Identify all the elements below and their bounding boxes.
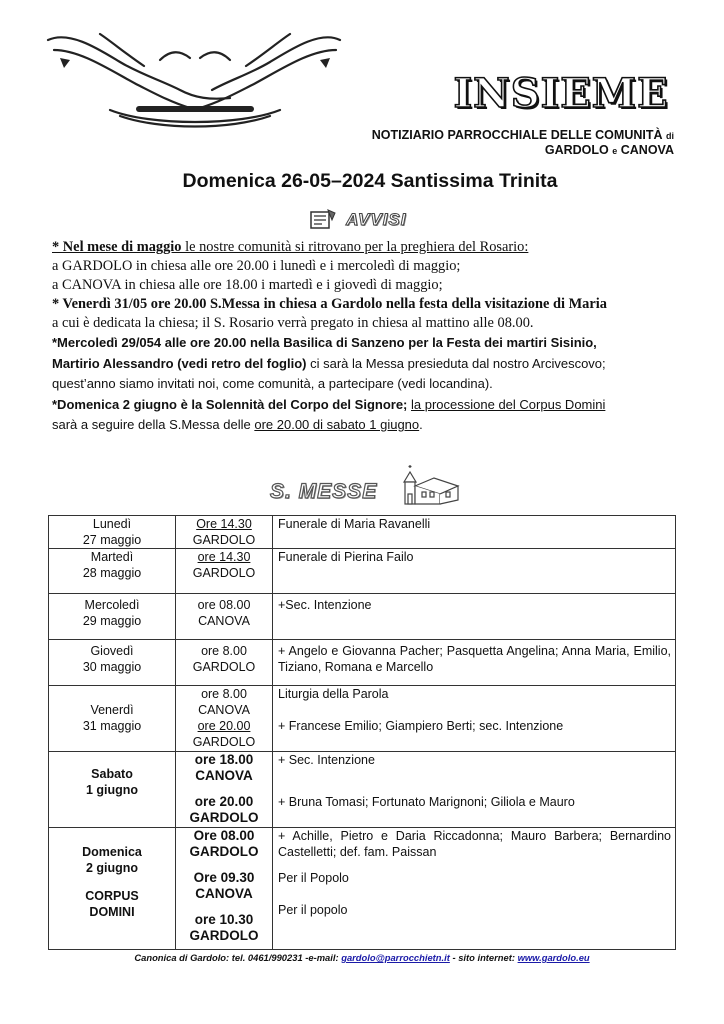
mass-place: GARDOLO: [192, 566, 256, 580]
footer-prefix: Canonica di Gardolo: tel. 0461/990231 -e-mail:: [134, 952, 342, 963]
mass-intention: + Achille, Pietro e Daria Riccadonna; Mauro Barbera; Bernardino Castelletti; def. fam. Paissan: [278, 829, 671, 859]
table-row: [49, 594, 676, 640]
subtitle-di: di: [666, 131, 674, 141]
day-name: Venerdì: [90, 703, 134, 717]
time-cell: [176, 752, 273, 828]
day-name: Martedì: [90, 550, 134, 564]
messe-heading: S. MESSE: [270, 480, 378, 503]
table-row: [49, 549, 676, 594]
masthead-communities: [340, 143, 674, 157]
intention-cell: [273, 516, 676, 549]
time-cell: [176, 594, 273, 640]
hands-illustration: [40, 20, 350, 132]
mass-place: CANOVA: [195, 768, 253, 783]
day-name: Lunedì: [92, 517, 132, 531]
notice-friday-mass-detail: a cui è dedicata la chiesa; il S. Rosario verrà pregato in chiesa al mattino alle 08.00.: [52, 315, 534, 331]
notices-section: [52, 238, 676, 436]
time-cell: [176, 686, 273, 752]
notice-rosary-canova: a CANOVA in chiesa alle ore 18.00 i martedì e i giovedì di maggio;: [52, 277, 443, 293]
time-cell: [176, 640, 273, 686]
mass-time: ore 20.00: [197, 719, 251, 733]
day-cell: [49, 549, 176, 594]
notice-rosary-gardolo: a GARDOLO in chiesa alle ore 20.00 i lunedì e i mercoledì di maggio;: [52, 258, 461, 274]
mass-place: CANOVA: [195, 886, 253, 901]
table-row: [49, 516, 676, 549]
intention-cell: [273, 752, 676, 828]
mass-intention: Per il popolo: [278, 903, 348, 917]
mass-place: GARDOLO: [189, 928, 259, 943]
messe-banner: [268, 470, 468, 510]
day-date: 31 maggio: [82, 719, 142, 733]
day-cell: [49, 752, 176, 828]
notice-corpus-domini: [52, 395, 676, 416]
page-title: Domenica 26-05–2024 Santissima Trinita: [182, 170, 558, 192]
mass-place: CANOVA: [198, 614, 250, 628]
day-date: 28 maggio: [82, 566, 142, 580]
day-name: Domenica: [82, 845, 142, 859]
notice-sanzeno-rest: ci sarà la Messa presieduta dal nostro Arcivescovo;: [306, 355, 606, 371]
table-row: [49, 686, 676, 752]
avvisi-banner: [308, 208, 438, 234]
mass-time: Ore 08.00: [193, 828, 255, 843]
mass-time: ore 8.00: [201, 687, 247, 701]
day-cell: [49, 594, 176, 640]
community-and: e: [612, 146, 618, 156]
mass-time: ore 14.30: [197, 550, 251, 564]
day-name: Mercoledì: [84, 598, 140, 612]
day-date: 30 maggio: [82, 660, 142, 674]
notice-sanzeno: *Mercoledì 29/054 alle ore 20.00 nella Basilica di Sanzeno per la Festa dei martiri Sisinio,: [52, 335, 597, 350]
mass-time: ore 18.00: [194, 752, 254, 767]
mass-time: ore 8.00: [201, 644, 247, 658]
notice-sanzeno-line2: [52, 354, 676, 375]
mass-place: GARDOLO: [192, 735, 256, 749]
table-row: [49, 828, 676, 950]
church-icon: [396, 464, 462, 506]
day-name: Giovedì: [90, 644, 134, 658]
notice-corpus-line2-a: sarà a seguire della S.Messa delle: [52, 417, 255, 432]
time-cell: [176, 516, 273, 549]
mass-intention: +Sec. Intenzione: [278, 598, 372, 612]
time-cell: [176, 549, 273, 594]
mass-time: ore 10.30: [194, 912, 254, 927]
mass-intention: + Sec. Intenzione: [278, 753, 375, 767]
mass-intention: + Angelo e Giovanna Pacher; Pasquetta Angelina; Anna Maria, Emilio, Tiziano, Romana e Marcello: [278, 644, 671, 674]
intention-cell: [273, 549, 676, 594]
mass-time: Ore 14.30: [196, 517, 252, 531]
subtitle-line1: NOTIZIARIO PARROCCHIALE DELLE COMUNITÀ: [371, 128, 663, 142]
feast-name: DOMINI: [89, 905, 135, 919]
footer-middle: - sito internet:: [449, 952, 518, 963]
day-cell: [49, 640, 176, 686]
feast-name: CORPUS: [85, 889, 139, 903]
mass-place: GARDOLO: [189, 844, 259, 859]
intention-cell: [273, 640, 676, 686]
avvisi-heading: AVVISI: [346, 210, 407, 229]
day-cell: [49, 516, 176, 549]
time-cell: [176, 828, 273, 950]
community-canova: CANOVA: [620, 143, 674, 157]
footer-contacts: [40, 952, 684, 963]
day-date: 1 giugno: [85, 783, 139, 797]
intention-cell: [273, 594, 676, 640]
notice-friday-mass: * Venerdì 31/05 ore 20.00 S.Messa in chiesa a Gardolo nella festa della visitazione di Maria: [52, 296, 607, 312]
notice-corpus-bold: *Domenica 2 giugno è la Solennità del Corpo del Signore;: [52, 396, 408, 412]
notice-icon: [308, 208, 338, 232]
table-row: [49, 640, 676, 686]
mass-place: GARDOLO: [192, 533, 256, 547]
mass-place: GARDOLO: [192, 660, 256, 674]
table-row: [49, 752, 676, 828]
mass-intention: + Francese Emilio; Giampiero Berti; sec. Intenzione: [278, 719, 564, 733]
footer-email-link[interactable]: gardolo@parrocchietn.it: [341, 952, 450, 963]
masthead-subtitle: [340, 128, 674, 142]
mass-intention: Liturgia della Parola: [278, 687, 389, 701]
intention-cell: [273, 686, 676, 752]
day-cell: [49, 828, 176, 950]
mass-intention: Per il Popolo: [278, 871, 349, 885]
mass-intention: Funerale di Maria Ravanelli: [278, 517, 431, 531]
notice-rosary-text: le nostre comunità si ritrovano per la preghiera del Rosario:: [181, 239, 529, 255]
notice-corpus-line2: [52, 415, 676, 436]
notice-rosary-lead: * Nel mese di maggio: [52, 239, 182, 255]
day-date: 2 giugno: [85, 861, 139, 875]
community-gardolo: GARDOLO: [544, 143, 609, 157]
day-name: Sabato: [91, 767, 133, 781]
notice-sanzeno-line3: quest’anno siamo invitati noi, come comunità, a partecipare (vedi locandina).: [52, 376, 493, 391]
notice-corpus-time: ore 20.00 di sabato 1 giugno: [254, 417, 420, 432]
mass-place: CANOVA: [198, 703, 250, 717]
notice-corpus-line2-b: .: [419, 417, 423, 432]
mass-intention: + Bruna Tomasi; Fortunato Marignoni; Giliola e Mauro: [278, 795, 575, 809]
mass-time: ore 20.00: [194, 794, 254, 809]
mass-time: ore 08.00: [197, 598, 251, 612]
masthead-title: INSIEME: [453, 70, 669, 117]
day-date: 27 maggio: [82, 533, 142, 547]
notice-rosary: [52, 238, 676, 257]
day-cell: [49, 686, 176, 752]
mass-time: Ore 09.30: [193, 870, 255, 885]
mass-schedule-table: [48, 515, 676, 950]
intention-cell: [273, 828, 676, 950]
mass-intention: Funerale di Pierina Failo: [278, 550, 414, 564]
day-date: 29 maggio: [82, 614, 142, 628]
notice-corpus-procession: la processione del Corpus Domini: [411, 396, 606, 412]
footer-site-link[interactable]: www.gardolo.eu: [517, 952, 590, 963]
mass-place: GARDOLO: [189, 810, 259, 825]
notice-sanzeno-bold: Martirio Alessandro (vedi retro del foglio): [52, 355, 307, 371]
